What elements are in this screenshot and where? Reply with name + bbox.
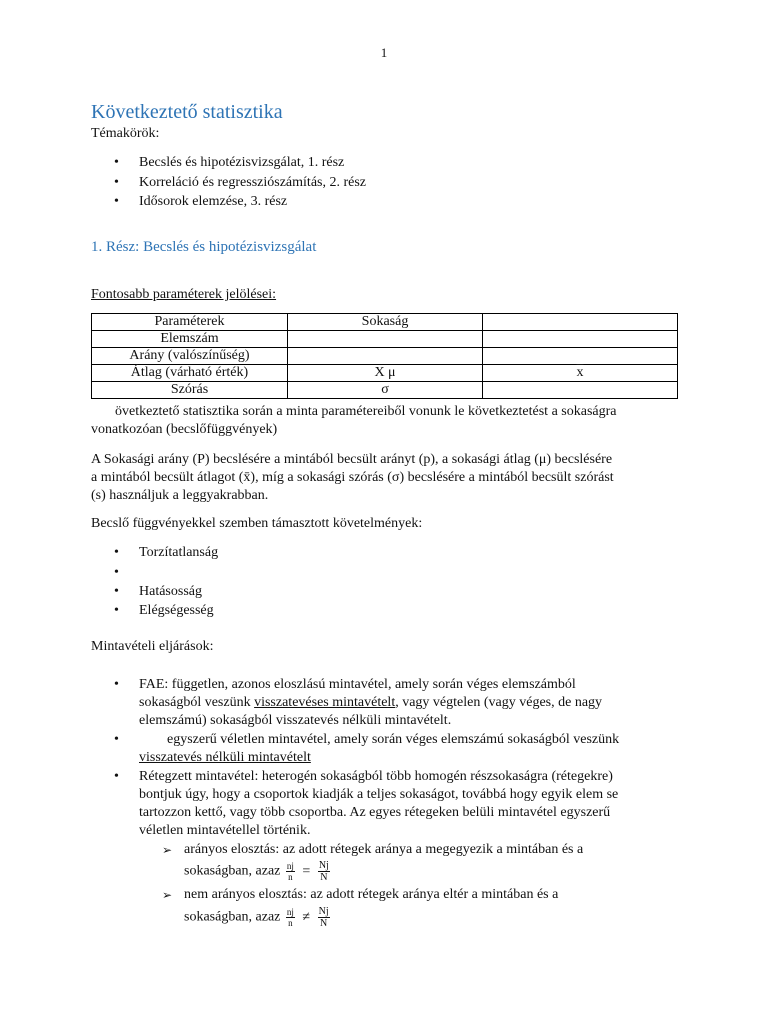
table-cell: Szórás xyxy=(92,382,288,399)
fraction-numerator: Nj xyxy=(318,906,329,917)
table-row xyxy=(92,348,678,365)
fraction-nj-n xyxy=(286,861,295,882)
bullet xyxy=(114,193,134,211)
fraction-numerator: nj xyxy=(286,861,294,871)
paragraph-estimators-2: a mintából becsült átlagot (x̄), míg a sokasági szórás (σ) becslésére a mintából becsült szórást xyxy=(91,470,614,485)
arrow-bullet-icon xyxy=(162,886,182,905)
equals-sign: = xyxy=(302,863,311,879)
fraction-numerator: nj xyxy=(286,907,294,917)
table-cell xyxy=(483,382,678,399)
nonproportional-line-1: nem arányos elosztás: az adott rétegek aránya eltér a mintában és a xyxy=(184,887,559,902)
requirements-label: Becslő függvényekkel szemben támasztott követelmények: xyxy=(91,516,423,531)
bullet xyxy=(114,731,134,749)
stratified-line-3: tartozzon kettő, vagy több csoportba. Az egyes rétegeken belüli mintavétel egyszerű xyxy=(139,805,611,820)
table-row xyxy=(92,331,678,348)
bullet xyxy=(114,768,134,786)
table-cell: σ xyxy=(288,382,483,399)
arrow-bullet-icon xyxy=(162,841,182,860)
table-header-cell xyxy=(483,314,678,331)
fae-line-2-text: sokaságból veszünk xyxy=(139,695,255,710)
fraction-denominator: n xyxy=(288,872,293,882)
topic-item: Idősorok elemzése, 3. rész xyxy=(139,194,288,209)
fae-line-2 xyxy=(139,694,679,712)
table-cell: Átlag (várható érték) xyxy=(92,365,288,382)
table-row xyxy=(92,382,678,399)
paragraph-intro: övetkeztető statisztika során a minta paramétereiből vonunk le következtetést a sokaságra vonatkozóan (becslőfüggvények) xyxy=(91,404,617,437)
nonproportional-line-2 xyxy=(184,906,684,929)
bullet xyxy=(114,564,134,582)
table-cell: X μ xyxy=(288,365,483,382)
table-header-cell: Sokaság xyxy=(288,314,483,331)
fae-underlined: visszatevéses mintavételt xyxy=(254,695,396,710)
parameters-table xyxy=(91,313,678,399)
fraction-Nj-N xyxy=(318,906,330,929)
proportional-line-2 xyxy=(184,860,684,883)
sampling-label: Mintavételi eljárások: xyxy=(91,639,214,654)
table-cell xyxy=(288,331,483,348)
not-equals-sign: ≠ xyxy=(302,909,311,925)
topic-item: Korreláció és regressziószámítás, 2. rész xyxy=(139,175,367,190)
stratified-line-1: Rétegzett mintavétel: heterogén sokaságból több homogén részsokaságra (rétegekre) xyxy=(139,769,613,784)
page-number: 1 xyxy=(380,45,388,60)
proportional-line-1: arányos elosztás: az adott rétegek aránya a megegyezik a mintában és a xyxy=(184,842,584,857)
stratified-line-2: bontjuk úgy, hogy a csoportok kiadják a teljes sokaságot, továbbá hogy egyik elem se xyxy=(139,787,619,802)
proportional-text: sokaságban, azaz xyxy=(184,863,281,879)
requirement-item: Hatásosság xyxy=(139,584,202,599)
requirement-item: Torzítatlanság xyxy=(139,545,219,560)
table-header-row xyxy=(92,314,678,331)
table-cell xyxy=(483,348,678,365)
page-title: Következtető statisztika xyxy=(91,101,283,123)
fraction-denominator: n xyxy=(288,918,293,928)
fae-line-2-rest: , vagy végtelen (vagy véges, de nagy xyxy=(395,695,603,710)
fraction-Nj-N xyxy=(318,860,330,883)
topics-label: Témakörök: xyxy=(91,126,160,141)
table-cell: Elemszám xyxy=(92,331,288,348)
fraction-denominator: N xyxy=(320,872,328,883)
table-cell: Arány (valószínűség) xyxy=(92,348,288,365)
table-header-cell: Paraméterek xyxy=(92,314,288,331)
ev-underlined: visszatevés nélküli mintavételt xyxy=(139,750,311,765)
stratified-line-4: véletlen mintavétellel történik. xyxy=(139,823,311,838)
bullet xyxy=(114,602,134,620)
fraction-nj-n xyxy=(286,907,295,928)
nonproportional-text: sokaságban, azaz xyxy=(184,909,281,925)
table-cell xyxy=(483,331,678,348)
bullet xyxy=(114,544,134,562)
bullet xyxy=(114,583,134,601)
topic-item: Becslés és hipotézisvizsgálat, 1. rész xyxy=(139,155,345,170)
section-heading: 1. Rész: Becslés és hipotézisvizsgálat xyxy=(91,239,317,255)
bullet xyxy=(114,154,134,172)
bullet xyxy=(114,174,134,192)
fae-line-3: elemszámú) sokaságból visszatevés nélküli mintavételt. xyxy=(139,713,452,728)
bullet xyxy=(114,676,134,694)
fraction-numerator: Nj xyxy=(318,860,329,871)
fraction-denominator: N xyxy=(319,918,328,929)
fae-line-1: FAE: független, azonos eloszlású mintavétel, amely során véges elemszámból xyxy=(139,677,576,692)
paragraph-estimators-1: A Sokasági arány (P) becslésére a mintából becsült arányt (p), a sokasági átlag (μ) becslésére xyxy=(91,452,613,467)
table-cell: $\overline{x}$ xyxy=(483,365,678,382)
table-row xyxy=(92,365,678,382)
params-label: Fontosabb paraméterek jelölései: xyxy=(91,287,277,302)
table-cell xyxy=(288,348,483,365)
requirement-item: Elégségesség xyxy=(139,603,214,618)
ev-line-1: egyszerű véletlen mintavétel, amely során véges elemszámú sokaságból veszünk xyxy=(139,732,620,747)
paragraph-estimators-3: (s) használjuk a leggyakrabban. xyxy=(91,488,269,503)
